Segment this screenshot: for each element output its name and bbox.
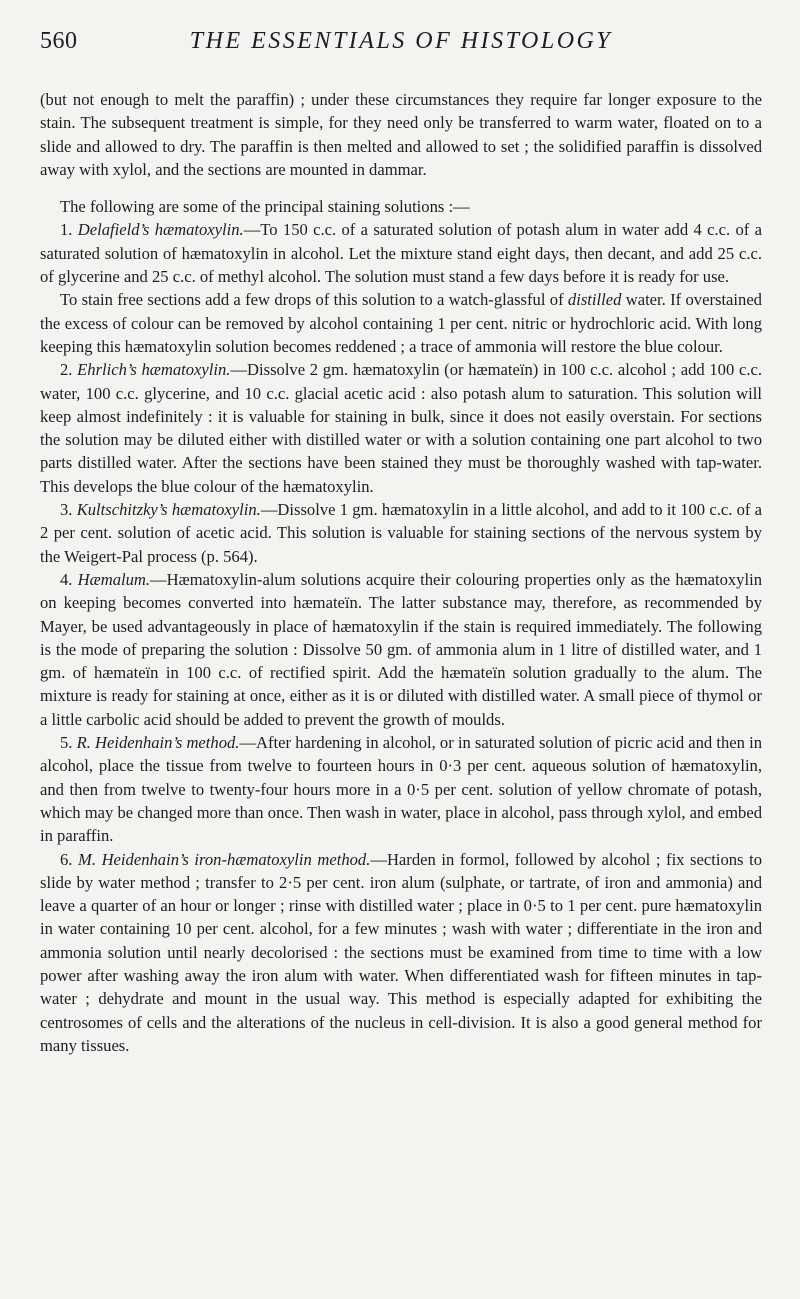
solution-name: Kultschitzky’s hæmatoxylin.: [76, 500, 261, 520]
page-number: 560: [40, 28, 78, 54]
solution-4-paragraph: [40, 568, 762, 731]
solution-name: Hæmalum.: [77, 569, 151, 589]
page-header: [40, 28, 762, 58]
solution-text: —To 150 c.c. of a saturated solution of potash alum in water add 4 c.c. of a saturated solution of hæmatoxylin in alcohol. Let the mixture stand eight days, then decant, and add 25 c.c. of glycerine and 25 c.c. of methyl alcohol. The solution must stand a few days before it is ready for use.: [40, 220, 762, 287]
solution-1-staining-paragraph: [40, 288, 762, 358]
solution-text: —Hæmatoxylin-alum solutions acquire their colouring properties only as the hæmatoxylin on keeping becomes converted into hæmateïn. The latter substance may, therefore, as recommended by Mayer, be used advantageously in place of hæmatoxylin if the stain is required immediately. The following is the mode of preparing the solution : Dissolve 50 gm. of ammonia alum in 1 litre of distilled water, and 1 gm. of hæmateïn in 100 c.c. of rectified spirit. Add the hæmateïn solution gradually to the alum. The mixture is ready for staining at once, either as it is or diluted with distilled water. A small piece of thymol or a little carbolic acid should be added to prevent the growth of moulds.: [40, 569, 762, 729]
book-page: [40, 0, 762, 1299]
intro-paragraph: (but not enough to melt the paraffin) ; under these circumstances they require far longer exposure to the stain. The subsequent treatment is simple, for they need only be transferred to warm water, floated on to a slide and allowed to dry. The paraffin is then melted and allowed to set ; the solidified paraffin is dissolved away with xylol, and the sections are mounted in dammar.: [40, 90, 762, 179]
solution-number: 2.: [60, 360, 73, 380]
solution-number: 4.: [60, 569, 73, 589]
solution-1-paragraph: [40, 218, 762, 288]
solution-name: Ehrlich’s hæmatoxylin.: [77, 360, 231, 380]
solution-number: 3.: [60, 500, 73, 520]
solution-name: M. Heidenhain’s iron-hæmatoxylin method.: [78, 849, 371, 869]
solution-text: —After hardening in alcohol, or in saturated solution of picric acid and then in alcohol, place the tissue from twelve to fourteen hours in 0·3 per cent. aqueous solution of hæmatoxylin, and then from twelve to twenty-four hours more in a 0·5 per cent. solution of yellow chromate of potash, which may be changed more than once. Then wash in water, place in alcohol, pass through xylol, and embed in paraffin.: [40, 733, 763, 846]
solution-6-paragraph: [40, 848, 762, 1058]
running-title: THE ESSENTIALS OF HISTOLOGY: [189, 28, 613, 54]
solution-name: Delafield’s hæmatoxylin.: [77, 220, 244, 240]
solution-number: 1.: [60, 220, 73, 240]
solution-text: —Dissolve 1 gm. hæmatoxylin in a little alcohol, and add to it 100 c.c. of a 2 per cent. solution of acetic acid. This solution is valuable for staining sections of the nervous system by the Weigert-Pal process (p. 564).: [40, 500, 762, 566]
solution-2-paragraph: [40, 358, 762, 498]
solution-number: 6.: [60, 849, 73, 869]
page-body: [40, 88, 762, 1057]
solution-number: 5.: [60, 733, 73, 753]
solution-text: —Dissolve 2 gm. hæmatoxylin (or hæmateïn) in 100 c.c. alcohol ; add 100 c.c. water, 100 c.c. glycerine, and 10 c.c. glacial acetic acid : also potash alum to saturation. This solution will keep almost indefinitely : it is valuable for staining in bulk, since it does not easily overstain. For sections the solution may be diluted either with distilled water or with a solution containing one part alcohol to two parts distilled water. After the sections have been stained they must be thoroughly washed with tap-water. This develops the blue colour of the hæmatoxylin.: [40, 360, 762, 496]
staining-text-end: water. If overstained the excess of colour can be removed by alcohol containing 1 per cent. nitric or hydrochloric acid. With long keeping this hæmatoxylin solution becomes reddened ; a trace of ammonia will restore the blue colour.: [40, 290, 762, 356]
solution-3-paragraph: [40, 498, 762, 568]
solution-5-paragraph: [40, 731, 762, 847]
solution-name: R. Heidenhain’s method.: [76, 733, 240, 753]
solution-text: —Harden in formol, followed by alcohol ; fix sections to slide by water method ; transfer to 2·5 per cent. iron alum (sulphate, or tartrate, of iron and ammonia) and leave a quarter of an hour or longer ; rinse with distilled water ; place in 0·5 to 1 per cent. pure hæmatoxylin in water containing 10 per cent. alcohol, for a few minutes ; wash with water ; differentiate in the iron and ammonia solution until nearly decolorised : the sections must be examined from time to time with a low power after washing away the iron alum with water. When differentiated wash for fifteen minutes in tap-water ; dehydrate and mount in the usual way. This method is especially adapted for exhibiting the centrosomes of cells and the alterations of the nucleus in cell-division. It is also a good general method for many tissues.: [40, 849, 762, 1055]
distilled-emphasis: distilled: [567, 290, 622, 310]
list-intro: The following are some of the principal staining solutions :—: [60, 197, 470, 217]
staining-text-start: To stain free sections add a few drops of this solution to a watch-glassful of: [60, 290, 568, 310]
